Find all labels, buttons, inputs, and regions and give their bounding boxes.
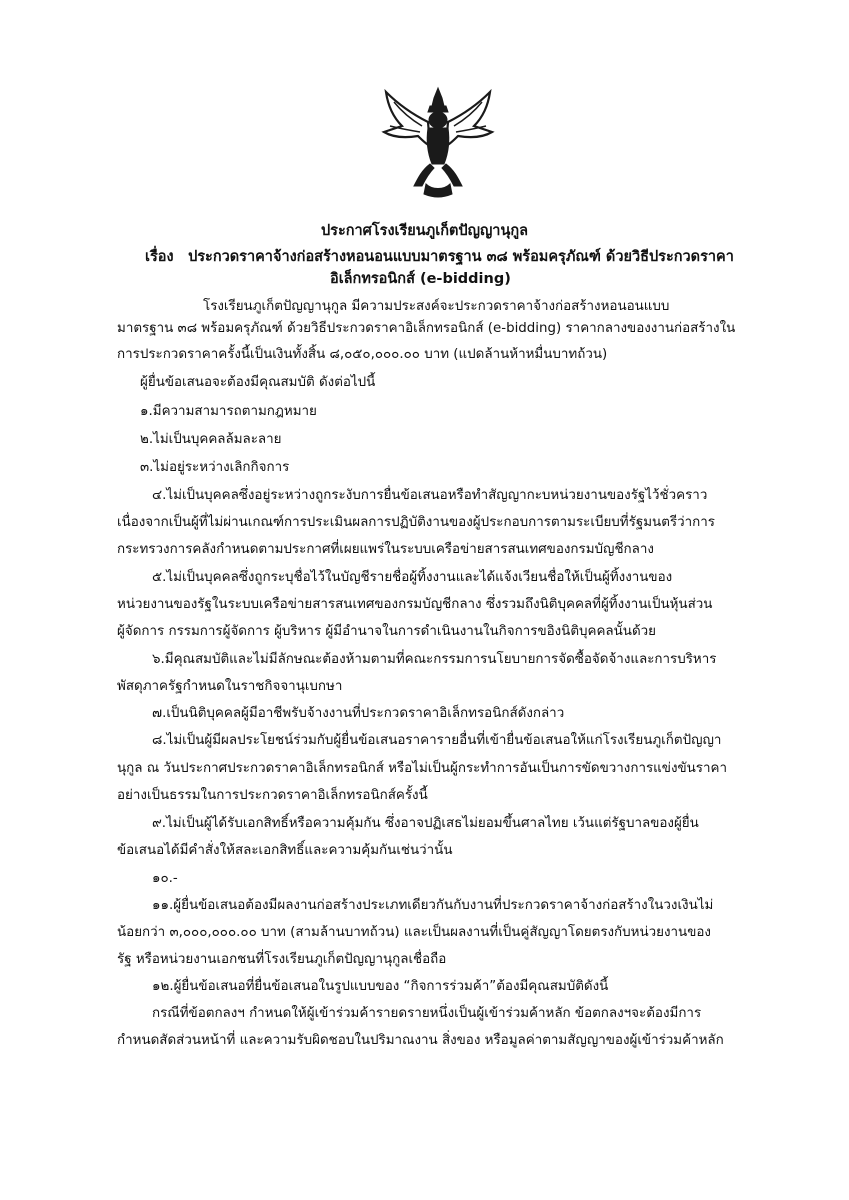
body-line: ๓.ไม่อยู่ระหว่างเลิกกิจการ bbox=[140, 460, 290, 475]
body-line: โรงเรียนภูเก็ตปัญญานุกูล มีความประสงค์จะประกวดราคาจ้างก่อสร้างหอนอนแบบ bbox=[203, 299, 670, 314]
body-line: ๑๑.ผู้ยื่นข้อเสนอต้องมีผลงานก่อสร้างประเภทเดียวกันกับงานที่ประกวดราคาจ้างก่อสร้างในวงเงินไม่ bbox=[152, 898, 714, 913]
body-line: การประกวดราคาครั้งนี้เป็นเงินทั้งสิ้น ๘,๐๕๐,๐๐๐.๐๐ บาท (แปดล้านห้าหมื่นบาทถ้วน) bbox=[117, 347, 608, 362]
body-line: กรณีที่ข้อตกลงฯ กำหนดให้ผู้เข้าร่วมค้ารายดรายหนึ่งเป็นผู้เข้าร่วมค้าหลัก ข้อตกลงฯจะต้องมีการ bbox=[152, 1006, 702, 1021]
body-line: กำหนดสัดส่วนหน้าที่ และความรับผิดชอบในปริมาณงาน สิ่งของ หรือมูลค่าตามสัญญาของผู้เข้าร่วมค้าหลัก bbox=[117, 1033, 724, 1048]
body-line: อย่างเป็นธรรมในการประกวดราคาอิเล็กทรอนิกส์ครั้งนี้ bbox=[117, 788, 428, 803]
body-line: ๘.ไม่เป็นผู้มีผลประโยชน์ร่วมกับผู้ยื่นข้อเสนอราคารายอื่นที่เข้ายื่นข้อเสนอให้แก่โรงเรียนภูเก็ตปัญญา bbox=[152, 733, 722, 748]
body-line: ผู้จัดการ กรรมการผู้จัดการ ผู้บริหาร ผู้มีอำนาจในการดำเนินงานในกิจการขอิงนิติบุคคลนั้นด้วย bbox=[117, 624, 657, 639]
subject-label: เรื่อง bbox=[145, 249, 174, 265]
body-line: พัสดุภาครัฐกำหนดในราชกิจจานุเบกษา bbox=[117, 679, 343, 694]
body-line: หน่วยงานของรัฐในระบบเครือข่ายสารสนเทศของกรมบัญชีกลาง ซึ่งรวมถึงนิติบุคคลที่ผู้ทิ้งงานเป็นหุ้นส่วน bbox=[117, 597, 713, 612]
body-line: เนื่องจากเป็นผู้ที่ไม่ผ่านเกณฑ์การประเมินผลการปฏิบัติงานของผู้ประกอบการตามระเบียบที่รัฐมนตรีว่าการ bbox=[117, 515, 715, 530]
body-line: ๗.เป็นนิติบุคคลผู้มีอาชีพรับจ้างงานที่ประกวดราคาอิเล็กทรอนิกส์ดังกล่าว bbox=[152, 706, 565, 721]
garuda-emblem-icon bbox=[378, 86, 498, 198]
body-line: ๕.ไม่เป็นบุคคลซึ่งถูกระบุชื่อไว้ในบัญชีรายชื่อผู้ทิ้งงานและได้แจ้งเวียนชื่อให้เป็นผู้ทิ้งงานของ bbox=[152, 570, 673, 585]
body-line: ๖.มีคุณสมบัติและไม่มีลักษณะต้องห้ามตามที่คณะกรรมการนโยบายการจัดซื้อจัดจ้างและการบริหาร bbox=[152, 652, 717, 667]
body-line: นุกูล ณ วันประกาศประกวดราคาอิเล็กทรอนิกส์ หรือไม่เป็นผู้กระทำการอันเป็นการขัดขวางการแข่งขันราคา bbox=[117, 761, 727, 776]
body-line: ๒.ไม่เป็นบุคคลล้มละลาย bbox=[140, 432, 282, 447]
body-line: ๙.ไม่เป็นผู้ได้รับเอกสิทธิ์หรือความคุ้มกัน ซึ่งอาจปฏิเสธไม่ยอมขึ้นศาลไทย เว้นแต่รัฐบาลของผู้ยื่น bbox=[152, 816, 699, 831]
body-line: กระทรวงการคลังกำหนดตามประกาศที่เผยแพร่ในระบบเครือข่ายสารสนเทศของกรมบัญชีกลาง bbox=[117, 542, 654, 557]
subject bbox=[145, 246, 745, 287]
body-line: ผู้ยื่นข้อเสนอจะต้องมีคุณสมบัติ ดังต่อไปนี้ bbox=[140, 375, 376, 390]
body-line: ๔.ไม่เป็นบุคคลซึ่งอยู่ระหว่างถูกระงับการยื่นข้อเสนอหรือทำสัญญากะบหน่วยงานของรัฐไว้ชั่วคราว bbox=[152, 488, 708, 503]
body-line: ๑๒.ผู้ยื่นข้อเสนอที่ยื่นข้อเสนอในรูปแบบของ “กิจการร่วมค้า”ต้องมีคุณสมบัติดังนี้ bbox=[152, 979, 609, 994]
body-line: มาตรฐาน ๓๘ พร้อมครุภัณฑ์ ด้วยวิธีประกวดราคาอิเล็กทรอนิกส์ (e-bidding) ราคากลางของงานก่อสร้างใน bbox=[117, 321, 736, 336]
body-line: รัฐ หรือหน่วยงานเอกชนที่โรงเรียนภูเก็ตปัญญานุกูลเชื่อถือ bbox=[117, 952, 447, 967]
body-line: น้อยกว่า ๓,๐๐๐,๐๐๐.๐๐ บาท (สามล้านบาทถ้วน) และเป็นผลงานที่เป็นคู่สัญญาโดยตรงกับหน่วยงานของ bbox=[117, 925, 711, 940]
body-line: ข้อเสนอได้มีคำสั่งให้สละเอกสิทธิ์และความคุ้มกันเช่นว่านั้น bbox=[117, 843, 453, 858]
body-line: ๑๐.- bbox=[152, 871, 178, 886]
document-title: ประกาศโรงเรียนภูเก็ตปัญญานุกูล bbox=[320, 223, 529, 239]
subject-line-1: ประกวดราคาจ้างก่อสร้างหอนอนแบบมาตรฐาน ๓๘ พร้อมครุภัณฑ์ ด้วยวิธีประกวดราคา bbox=[188, 249, 734, 265]
subject-line-2: อิเล็กทรอนิกส์ (e-bidding) bbox=[330, 271, 511, 287]
body-line: ๑.มีความสามารถตามกฎหมาย bbox=[140, 404, 317, 419]
